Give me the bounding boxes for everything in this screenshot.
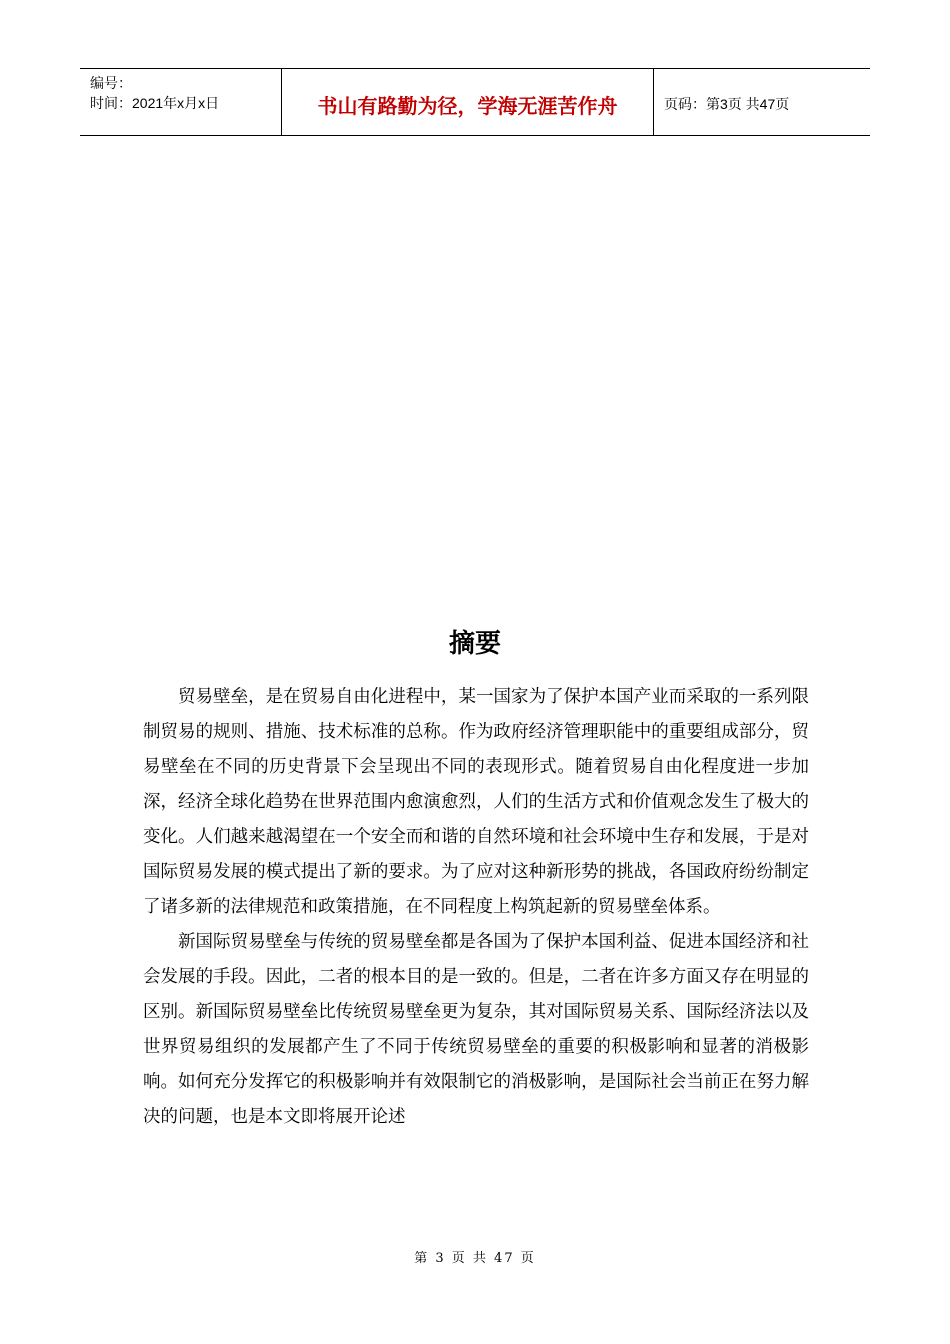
header-info-cell	[80, 69, 281, 135]
abstract-paragraph-1: 贸易壁垒，是在贸易自由化进程中，某一国家为了保护本国产业而采取的一系列限制贸易的规则、措施、技术标准的总称。作为政府经济管理职能中的重要组成部分，贸易壁垒在不同的历史背景下会呈现出不同的表现形式。随着贸易自由化程度进一步加深，经济全球化趋势在世界范围内愈演愈烈，人们的生活方式和价值观念发生了极大的变化。人们越来越渴望在一个安全而和谐的自然环境和社会环境中生存和发展，于是对国际贸易发展的模式提出了新的要求。为了应对这种新形势的挑战，各国政府纷纷制定了诸多新的法律规范和政策措施，在不同程度上构筑起新的贸易壁垒体系。	[143, 687, 809, 917]
abstract-title: 摘要	[448, 629, 501, 659]
document-number: 编号：	[90, 75, 132, 91]
document-time: 时间：2021年x月x日	[90, 95, 220, 111]
abstract-body	[143, 680, 809, 1135]
page-footer: 第 3 页 共 47 页	[414, 1251, 536, 1266]
document-header	[80, 68, 870, 136]
header-page-number: 页码：第3页 共47页	[664, 96, 790, 112]
header-motto: 书山有路勤为径，学海无涯苦作舟	[281, 69, 654, 135]
abstract-paragraph-2: 新国际贸易壁垒与传统的贸易壁垒都是各国为了保护本国利益、促进本国经济和社会发展的手段。因此，二者的根本目的是一致的。但是，二者在许多方面又存在明显的区别。新国际贸易壁垒比传统贸易壁垒更为复杂，其对国际贸易关系、国际经济法以及世界贸易组织的发展都产生了不同于传统贸易壁垒的重要的积极影响和显著的消极影响。如何充分发挥它的积极影响并有效限制它的消极影响，是国际社会当前正在努力解决的问题，也是本文即将展开论述	[143, 932, 809, 1127]
